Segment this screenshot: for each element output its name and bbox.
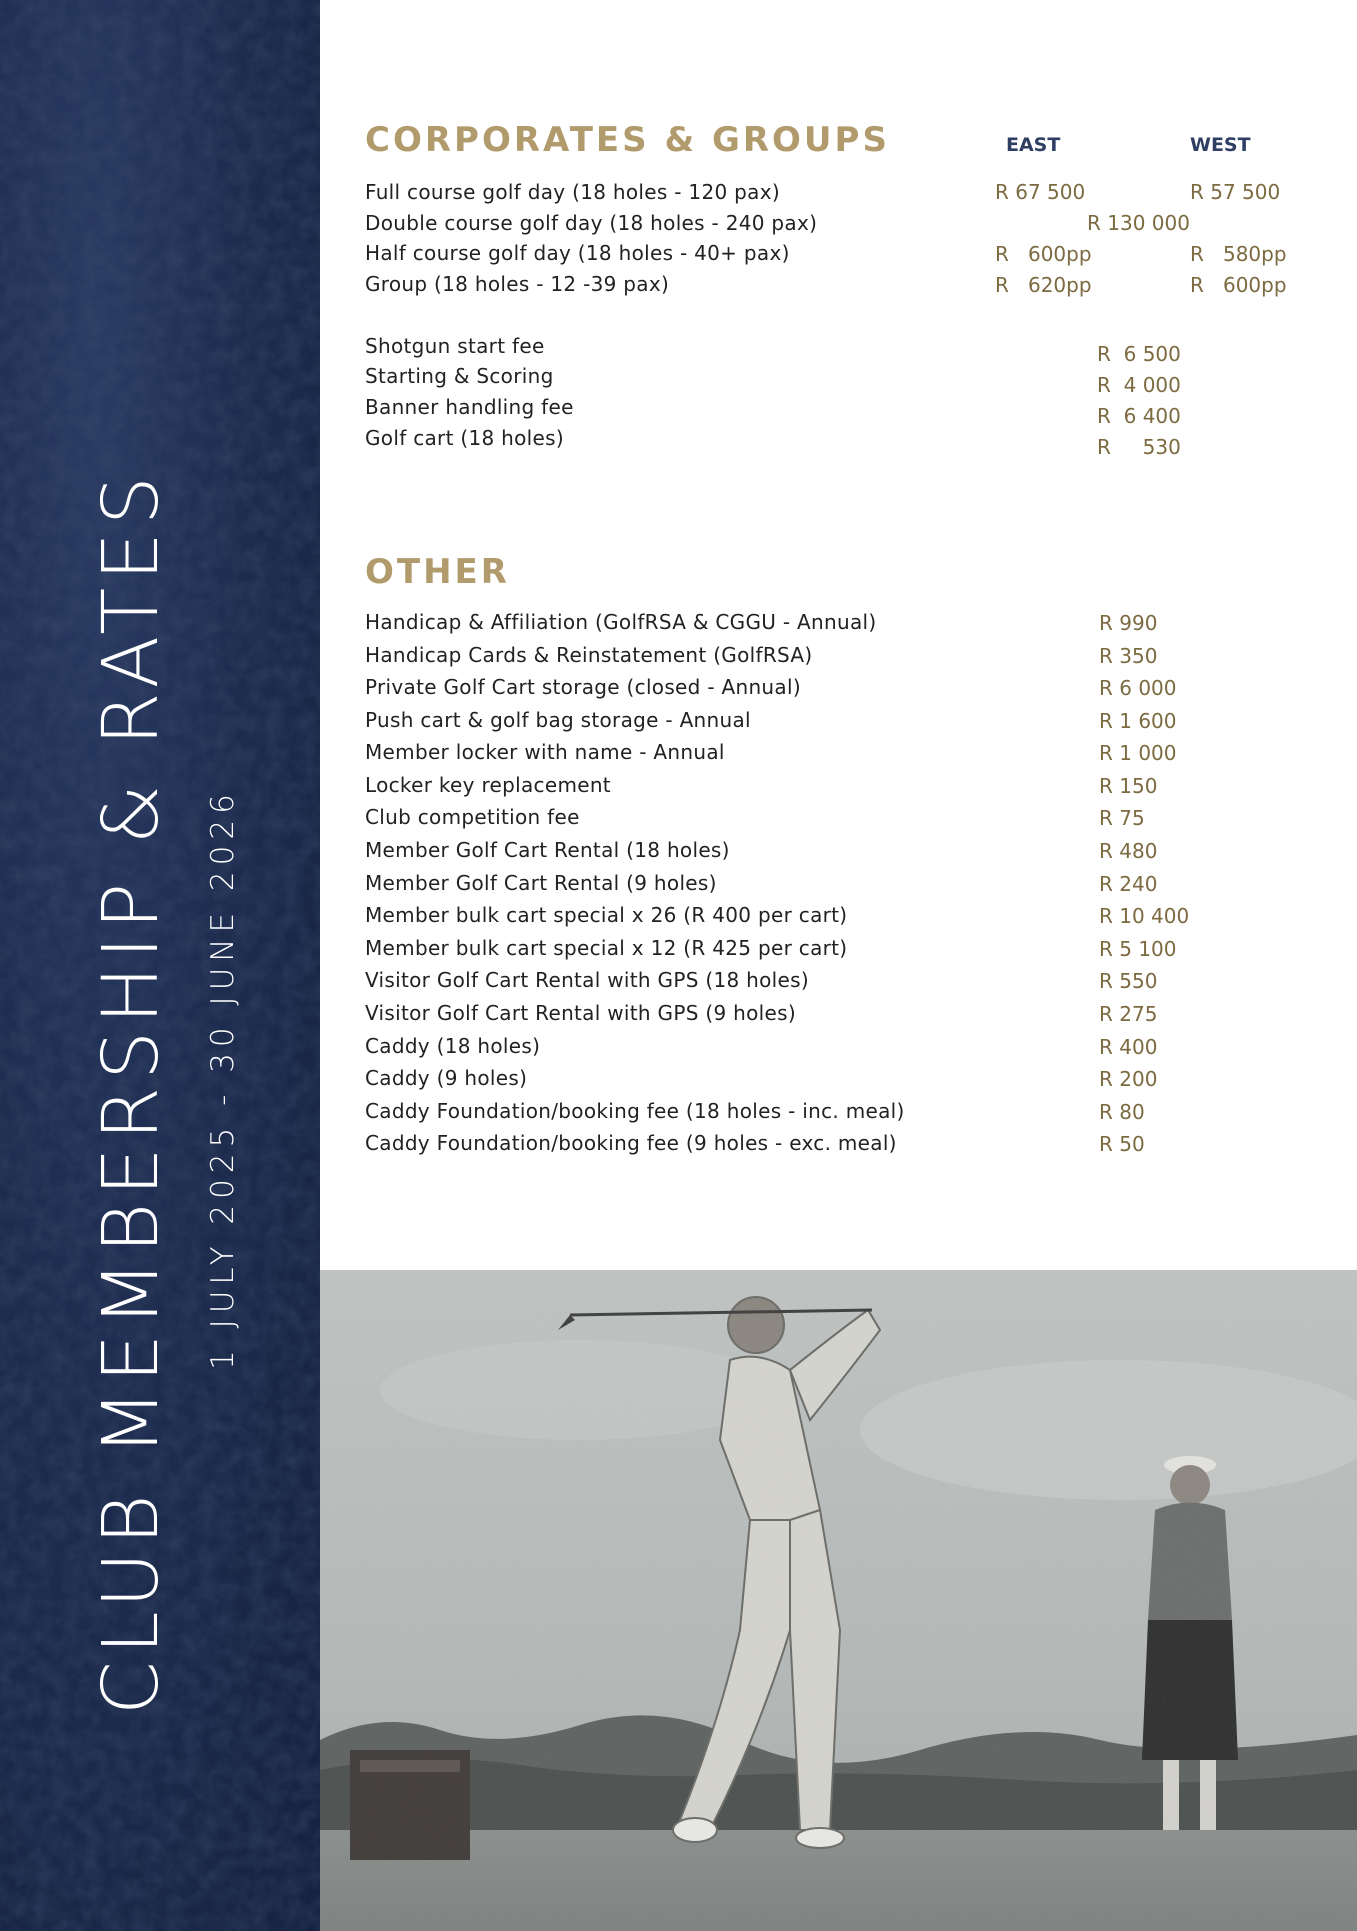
- other-rate-price: R 50: [1099, 1132, 1145, 1156]
- other-rate-label: Visitor Golf Cart Rental with GPS (9 holes): [365, 1001, 796, 1025]
- other-rate-price: R 200: [1099, 1067, 1158, 1091]
- other-rate-price: R 1 600: [1099, 709, 1177, 733]
- other-rate-label: Handicap & Affiliation (GolfRSA & CGGU - Annual): [365, 610, 877, 634]
- rate-label: Group (18 holes - 12 -39 pax): [365, 272, 670, 296]
- other-rate-price: R 400: [1099, 1035, 1158, 1059]
- other-rate-price: R 990: [1099, 611, 1158, 635]
- other-rate-price: R 240: [1099, 872, 1158, 896]
- other-rate-price: R 350: [1099, 644, 1158, 668]
- other-rate-label: Member bulk cart special x 26 (R 400 per cart): [365, 903, 848, 927]
- other-rate-label: Visitor Golf Cart Rental with GPS (18 holes): [365, 968, 809, 992]
- other-rate-label: Push cart & golf bag storage - Annual: [365, 708, 751, 732]
- other-rate-label: Member locker with name - Annual: [365, 740, 725, 764]
- other-rate-price: R 1 000: [1099, 741, 1177, 765]
- other-rate-price: R 5 100: [1099, 937, 1177, 961]
- other-rate-label: Locker key replacement: [365, 773, 611, 797]
- east-column-header: EAST: [1006, 134, 1061, 156]
- other-rate-label: Handicap Cards & Reinstatement (GolfRSA): [365, 643, 813, 667]
- other-rate-price: R 550: [1099, 969, 1158, 993]
- combined-price: R 130 000: [1087, 211, 1190, 235]
- fee-price: R 530: [1097, 435, 1181, 459]
- fee-label: Starting & Scoring: [365, 364, 554, 388]
- other-rate-label: Club competition fee: [365, 805, 580, 829]
- other-rate-price: R 10 400: [1099, 904, 1190, 928]
- other-rate-label: Member Golf Cart Rental (9 holes): [365, 871, 717, 895]
- west-column-header: WEST: [1190, 134, 1251, 156]
- west-price: R 600pp: [1190, 273, 1287, 297]
- other-rate-price: R 480: [1099, 839, 1158, 863]
- other-rate-label: Member bulk cart special x 12 (R 425 per cart): [365, 936, 848, 960]
- rate-label: Full course golf day (18 holes - 120 pax): [365, 180, 780, 204]
- east-price: R 600pp: [995, 242, 1092, 266]
- other-rate-price: R 6 000: [1099, 676, 1177, 700]
- west-price: R 580pp: [1190, 242, 1287, 266]
- fee-price: R 4 000: [1097, 373, 1181, 397]
- west-price: R 57 500: [1190, 180, 1281, 204]
- vintage-golfer-photo: [320, 1270, 1357, 1931]
- fee-price: R 6 500: [1097, 342, 1181, 366]
- corporates-heading: CORPORATES & GROUPS: [365, 120, 890, 160]
- other-rate-label: Caddy (9 holes): [365, 1066, 528, 1090]
- page-title: CLUB MEMBERSHIP & RATES: [87, 469, 176, 1715]
- fee-label: Banner handling fee: [365, 395, 574, 419]
- leather-sidebar: [0, 0, 320, 1931]
- validity-dates: 1 JULY 2025 - 30 JUNE 2026: [205, 788, 241, 1370]
- east-price: R 67 500: [995, 180, 1086, 204]
- golfer-illustration: [320, 1270, 1357, 1931]
- rate-label: Half course golf day (18 holes - 40+ pax): [365, 241, 790, 265]
- fee-label: Golf cart (18 holes): [365, 426, 564, 450]
- other-rate-label: Member Golf Cart Rental (18 holes): [365, 838, 730, 862]
- other-rate-price: R 75: [1099, 806, 1145, 830]
- other-rate-label: Caddy (18 holes): [365, 1034, 541, 1058]
- other-rate-label: Caddy Foundation/booking fee (18 holes - inc. meal): [365, 1099, 905, 1123]
- other-rate-price: R 150: [1099, 774, 1158, 798]
- rate-label: Double course golf day (18 holes - 240 pax): [365, 211, 818, 235]
- other-rate-label: Caddy Foundation/booking fee (9 holes - exc. meal): [365, 1131, 897, 1155]
- other-rate-price: R 80: [1099, 1100, 1145, 1124]
- other-rate-price: R 275: [1099, 1002, 1158, 1026]
- other-rate-label: Private Golf Cart storage (closed - Annual): [365, 675, 801, 699]
- other-heading: OTHER: [365, 552, 510, 592]
- east-price: R 620pp: [995, 273, 1092, 297]
- fee-price: R 6 400: [1097, 404, 1181, 428]
- fee-label: Shotgun start fee: [365, 334, 545, 358]
